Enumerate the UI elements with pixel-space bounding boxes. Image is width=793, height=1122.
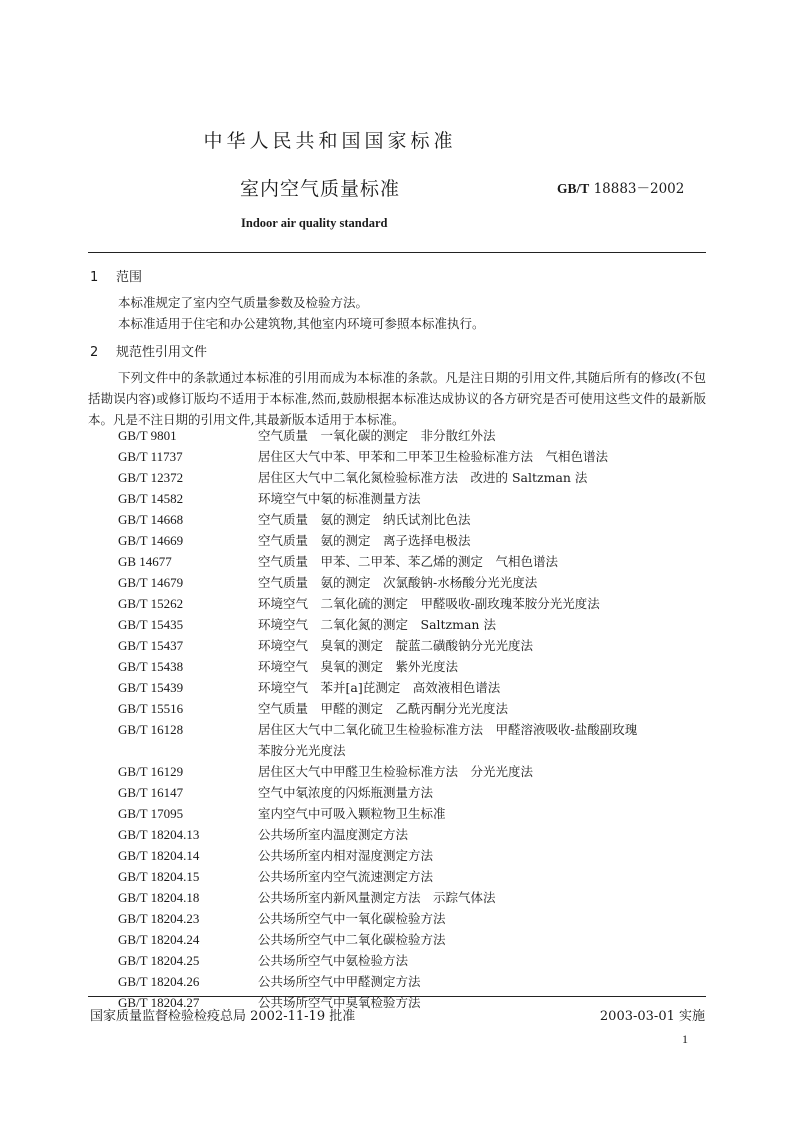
normative-references-intro: 下列文件中的条款通过本标准的引用而成为本标准的条款。凡是注日期的引用文件,其随后所有的修改(不包括勘误内容)或修订版均不适用于本标准,然而,鼓励根据本标准达成协议的各方研究是否可使用这些文件的最新版本。凡是不注日期的引用文件,其最新版本适用于本标准。 <box>88 370 706 427</box>
reference-row <box>118 782 706 803</box>
reference-title <box>258 824 706 845</box>
reference-title <box>258 866 706 887</box>
reference-row <box>118 887 706 908</box>
reference-title <box>258 782 706 803</box>
reference-row <box>118 635 706 656</box>
reference-title-line: 居住区大气中苯、甲苯和二甲苯卫生检验标准方法 气相色谱法 <box>258 449 609 464</box>
reference-row <box>118 866 706 887</box>
reference-code: GB/T 14679 <box>118 575 184 590</box>
effective-date: 2003-03-01 实施 <box>599 1009 705 1024</box>
reference-code: GB/T 11737 <box>118 449 183 464</box>
reference-code: GB/T 18204.14 <box>118 848 200 863</box>
header-divider <box>88 252 706 253</box>
reference-title-line: 空气质量 甲苯、二甲苯、苯乙烯的测定 气相色谱法 <box>258 554 559 569</box>
reference-title-line: 空气质量 一氧化碳的测定 非分散红外法 <box>258 428 496 443</box>
standard-code <box>557 177 684 197</box>
reference-title <box>258 677 706 698</box>
section-title: 规范性引用文件 <box>116 345 208 360</box>
reference-title-line: 环境空气 臭氧的测定 紫外光度法 <box>258 659 459 674</box>
reference-row <box>118 824 706 845</box>
reference-title <box>258 908 706 929</box>
scope-line: 本标准规定了室内空气质量参数及检验方法。 <box>118 295 369 310</box>
page-number: 1 <box>682 1032 688 1046</box>
reference-title <box>258 635 706 656</box>
reference-title-line: 环境空气 二氧化硫的测定 甲醛吸收-副玫瑰苯胺分光光度法 <box>258 596 600 611</box>
reference-title-line: 公共场所室内新风量测定方法 示踪气体法 <box>258 890 496 905</box>
reference-row <box>118 719 706 761</box>
reference-title-line: 公共场所室内空气流速测定方法 <box>258 869 434 884</box>
reference-code: GB/T 15439 <box>118 680 184 695</box>
reference-title-line: 居住区大气中甲醛卫生检验标准方法 分光光度法 <box>258 764 534 779</box>
reference-code: GB/T 15262 <box>118 596 184 611</box>
reference-title-line: 公共场所室内相对湿度测定方法 <box>258 848 434 863</box>
section-title: 范围 <box>116 270 143 285</box>
reference-row <box>118 803 706 824</box>
reference-row <box>118 488 706 509</box>
reference-row <box>118 929 706 950</box>
reference-code: GB/T 17095 <box>118 806 184 821</box>
reference-title-line: 居住区大气中二氧化硫卫生检验标准方法 甲醛溶液吸收-盐酸副玫瑰 <box>258 722 638 737</box>
reference-title-line: 环境空气 臭氧的测定 靛蓝二磺酸钠分光光度法 <box>258 638 534 653</box>
reference-row <box>118 467 706 488</box>
reference-code: GB/T 18204.24 <box>118 932 200 947</box>
section-number: 2 <box>90 345 99 360</box>
reference-title <box>258 698 706 719</box>
reference-title <box>258 950 706 971</box>
reference-code: GB/T 18204.25 <box>118 953 200 968</box>
reference-title-line: 空气质量 氨的测定 离子选择电极法 <box>258 533 471 548</box>
reference-row <box>118 908 706 929</box>
reference-title-line: 公共场所空气中一氧化碳检验方法 <box>258 911 446 926</box>
reference-title-line: 环境空气中氡的标准测量方法 <box>258 491 421 506</box>
reference-title <box>258 509 706 530</box>
reference-title <box>258 488 706 509</box>
standard-code-number: 18883－2002 <box>593 181 685 197</box>
reference-row <box>118 677 706 698</box>
reference-title <box>258 803 706 824</box>
standard-title-en: Indoor air quality standard <box>241 216 388 230</box>
reference-code: GB/T 14668 <box>118 512 184 527</box>
standard-code-prefix: GB/T <box>557 181 590 196</box>
reference-code: GB/T 15438 <box>118 659 184 674</box>
reference-title <box>258 530 706 551</box>
reference-row <box>118 614 706 635</box>
reference-title-line: 公共场所空气中氨检验方法 <box>258 953 409 968</box>
reference-title <box>258 719 706 761</box>
reference-code: GB/T 15435 <box>118 617 184 632</box>
reference-title-line: 公共场所室内温度测定方法 <box>258 827 409 842</box>
reference-row <box>118 761 706 782</box>
reference-row <box>118 446 706 467</box>
section-2-heading <box>90 341 207 360</box>
reference-row <box>118 698 706 719</box>
reference-code: GB/T 12372 <box>118 470 184 485</box>
reference-title-line: 环境空气 苯并[a]芘测定 高效液相色谱法 <box>258 680 501 695</box>
reference-title <box>258 845 706 866</box>
reference-row <box>118 509 706 530</box>
section-1-heading <box>90 266 142 285</box>
reference-title <box>258 593 706 614</box>
reference-row <box>118 593 706 614</box>
reference-code: GB/T 9801 <box>118 428 177 443</box>
reference-code: GB 14677 <box>118 554 172 569</box>
reference-code: GB/T 18204.26 <box>118 974 200 989</box>
reference-title-line: 公共场所空气中臭氧检验方法 <box>258 995 421 1010</box>
reference-row <box>118 425 706 446</box>
reference-row <box>118 572 706 593</box>
reference-code: GB/T 18204.18 <box>118 890 200 905</box>
reference-title <box>258 929 706 950</box>
reference-code: GB/T 16147 <box>118 785 184 800</box>
reference-title-line: 苯胺分光光度法 <box>258 743 346 758</box>
reference-list <box>118 425 706 1013</box>
reference-title-line: 空气质量 氨的测定 次氯酸钠-水杨酸分光光度法 <box>258 575 538 590</box>
reference-code: GB/T 18204.13 <box>118 827 200 842</box>
reference-title <box>258 761 706 782</box>
reference-title-line: 居住区大气中二氧化氮检验标准方法 改进的 Saltzman 法 <box>258 470 588 485</box>
reference-title-line: 空气质量 氨的测定 纳氏试剂比色法 <box>258 512 471 527</box>
approval-info: 国家质量监督检验检疫总局 2002-11-19 批准 <box>90 1009 356 1024</box>
reference-row <box>118 656 706 677</box>
reference-row <box>118 950 706 971</box>
reference-title <box>258 551 706 572</box>
reference-row <box>118 551 706 572</box>
reference-title <box>258 887 706 908</box>
reference-code: GB/T 14582 <box>118 491 184 506</box>
reference-code: GB/T 18204.15 <box>118 869 200 884</box>
reference-title-line: 公共场所空气中二氧化碳检验方法 <box>258 932 446 947</box>
reference-title <box>258 572 706 593</box>
reference-code: GB/T 15516 <box>118 701 184 716</box>
reference-row <box>118 971 706 992</box>
reference-title <box>258 467 706 488</box>
reference-code: GB/T 14669 <box>118 533 184 548</box>
section-number: 1 <box>90 270 99 285</box>
footer-divider <box>88 996 706 997</box>
reference-title-line: 环境空气 二氧化氮的测定 Saltzman 法 <box>258 617 496 632</box>
reference-title <box>258 656 706 677</box>
reference-code: GB/T 16128 <box>118 722 184 737</box>
reference-code: GB/T 15437 <box>118 638 184 653</box>
reference-title <box>258 614 706 635</box>
reference-title-line: 空气质量 甲醛的测定 乙酰丙酮分光光度法 <box>258 701 509 716</box>
reference-title <box>258 971 706 992</box>
reference-row <box>118 530 706 551</box>
reference-code: GB/T 16129 <box>118 764 184 779</box>
reference-title-line: 公共场所空气中甲醛测定方法 <box>258 974 421 989</box>
scope-line: 本标准适用于住宅和办公建筑物,其他室内环境可参照本标准执行。 <box>118 316 485 331</box>
reference-title <box>258 446 706 467</box>
standard-title-cn: 室内空气质量标准 <box>240 178 401 200</box>
reference-title-line: 空气中氡浓度的闪烁瓶测量方法 <box>258 785 434 800</box>
reference-code: GB/T 18204.27 <box>118 995 200 1010</box>
reference-title-line: 室内空气中可吸入颗粒物卫生标准 <box>258 806 446 821</box>
reference-row <box>118 845 706 866</box>
reference-code: GB/T 18204.23 <box>118 911 200 926</box>
national-standard-heading: 中华人民共和国国家标准 <box>203 130 457 152</box>
reference-title <box>258 425 706 446</box>
